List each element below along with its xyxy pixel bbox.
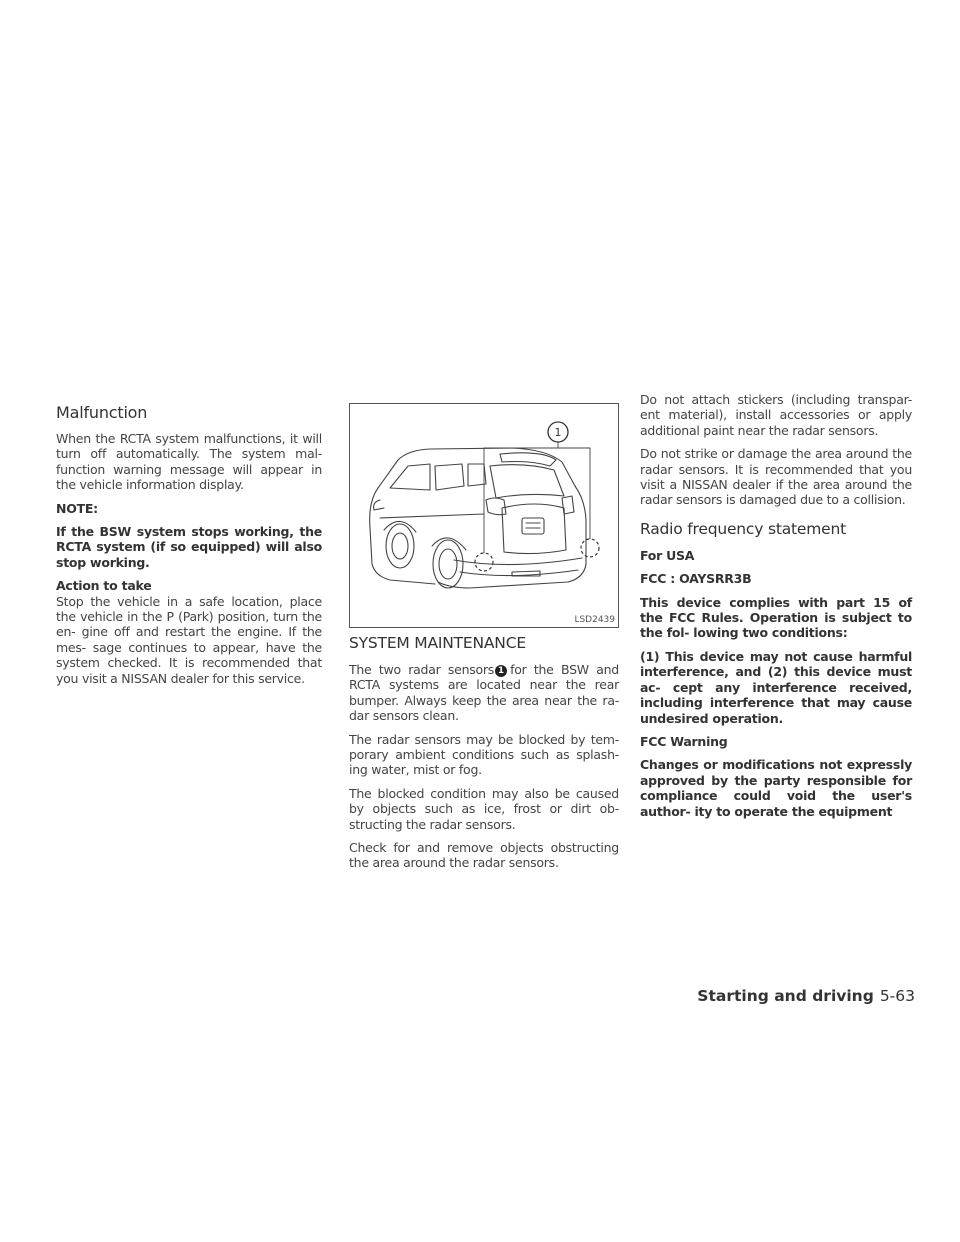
malfunction-heading: Malfunction: [56, 403, 148, 422]
fcc-warning-label: FCC Warning: [640, 733, 728, 749]
maintenance-paragraph-2: The radar sensors may be blocked by tem- porary ambient conditions such as splash- ing water, mist or fog.: [349, 731, 619, 778]
note-label: NOTE:: [56, 500, 98, 516]
fcc-conditions-text: (1) This device may not cause harmful interference, and (2) this device must ac- cept any interference received, including interference that may cause undesired operation.: [640, 648, 912, 726]
maintenance-paragraph-4: Check for and remove objects obstructing the area around the radar sensors.: [349, 840, 619, 871]
stickers-paragraph: Do not attach stickers (including transpar- ent material), install accessories or apply additional paint near the radar sensors.: [640, 392, 912, 438]
system-maintenance-heading: SYSTEM MAINTENANCE: [349, 634, 526, 652]
fcc-id: FCC : OAYSRR3B: [640, 571, 752, 587]
callout-1-number: 1: [554, 426, 562, 439]
radar-sensor-figure: [349, 403, 619, 628]
p1-after: for the BSW and RCTA systems are located near the rear bumper. Always keep the area near the ra- dar sensors clean.: [349, 662, 619, 724]
page-footer: [697, 987, 915, 1005]
action-block: [56, 578, 322, 686]
fcc-warning-text: Changes or modifications not expressly approved by the party responsible for compliance could void the user's author- ity to operate the equipment: [640, 757, 912, 819]
sensor-marker-icon: 1: [495, 665, 507, 677]
figure-id-label: LSD2439: [574, 615, 615, 625]
for-usa-label: For USA: [640, 547, 695, 563]
action-heading: Action to take: [56, 578, 152, 594]
column-middle: [349, 634, 619, 879]
section-title: Starting and driving: [697, 987, 874, 1005]
action-text: Stop the vehicle in a safe location, place the vehicle in the P (Park) position, turn the en- gine off and restart the engine. If the mes- sage continues to appear, have the system checked. It is recommended that you visit a NISSAN dealer for this service.: [56, 593, 322, 686]
maintenance-paragraph-1: [349, 662, 619, 724]
p1-before: The two radar sensors: [349, 662, 495, 677]
malfunction-paragraph: When the RCTA system malfunctions, it will turn off automatically. The system mal- function warning message will appear in the vehicle information display.: [56, 431, 322, 493]
page-number: 5-63: [879, 987, 915, 1005]
column-left: [56, 403, 322, 694]
column-right: [640, 392, 912, 827]
damage-paragraph: Do not strike or damage the area around the radar sensors. It is recommended that you visit a NISSAN dealer if the area around the radar sensors is damaged due to a collision.: [640, 446, 912, 508]
fcc-compliance-text: This device complies with part 15 of the FCC Rules. Operation is subject to the fol- lowing two conditions:: [640, 594, 912, 641]
vehicle-rear-illustration: [350, 404, 618, 627]
radio-frequency-heading: Radio frequency statement: [640, 519, 846, 538]
maintenance-paragraph-3: The blocked condition may also be caused by objects such as ice, frost or dirt ob- structing the radar sensors.: [349, 785, 619, 832]
note-text: If the BSW system stops working, the RCTA system (if so equipped) will also stop working.: [56, 524, 322, 570]
